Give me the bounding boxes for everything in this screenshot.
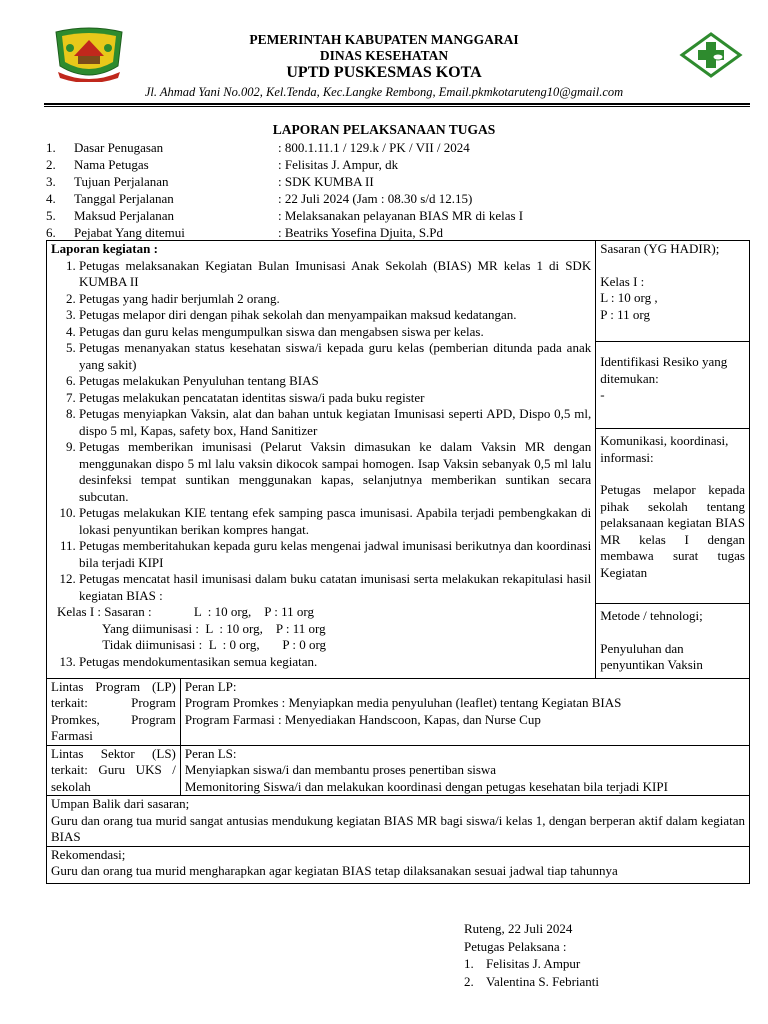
header-rule-thin (44, 106, 750, 107)
place-date: Ruteng, 22 Juli 2024 (464, 921, 573, 936)
signature-block (464, 920, 599, 990)
feedback-title: Umpan Balik dari sasaran; (51, 796, 190, 811)
officer-number: 2. (464, 973, 474, 989)
report-title: LAPORAN PELAKSANAAN TUGAS (272, 122, 496, 137)
info-key: Nama Petugas (74, 157, 149, 172)
info-value: : Beatriks Yosefina Djuita, S.Pd (278, 225, 444, 240)
info-key: Dasar Penugasan (74, 140, 164, 155)
list-item: 7. Petugas melakukan pencatatan identitas siswa/i pada buku register (79, 390, 591, 407)
list-item: 6. Petugas melakukan Penyuluhan tentang BIAS (79, 373, 591, 390)
list-item: 2. Petugas yang hadir berjumlah 2 orang. (79, 291, 591, 308)
officer-number: 1. (464, 956, 474, 971)
info-number: 5. (46, 208, 56, 223)
cross-sector-line: Memonitoring Siswa/i dan melakukan koordinasi dengan petugas kesehatan bila terjadi KIPI (184, 778, 668, 794)
info-key: Tujuan Perjalanan (74, 174, 169, 189)
officer-item (464, 955, 599, 973)
info-row (46, 139, 746, 156)
communication-title: Komunikasi, koordinasi, informasi: (600, 433, 729, 465)
info-value: : 800.1.11.1 / 129.k / PK / VII / 2024 (278, 140, 470, 155)
info-number: 2. (46, 157, 56, 172)
list-item: 13. Petugas mendokumentasikan semua kegiatan. (79, 654, 591, 671)
recommendation-title: Rekomendasi; (51, 846, 126, 862)
feedback-cell (47, 796, 750, 847)
risk-value: - (600, 387, 605, 402)
method-value: Penyuluhan dan penyuntikan Vaksin (600, 640, 703, 672)
cross-sector-line: Menyiapkan siswa/i dan membantu proses penertiban siswa (184, 762, 497, 777)
cross-program-label: Lintas Program (LP) terkait: Program Promkes, Program Farmasi (47, 678, 181, 745)
list-item: 10. Petugas melakukan KIE tentang efek samping pasca imunisasi. Apabila terjadi pembengkakan di lokasi penyuntikan berikan kompres hangat. (79, 505, 591, 538)
info-row (46, 224, 746, 241)
communication-value: Petugas melapor kepada pihak sekolah tentang pelaksanaan kegiatan BIAS MR kelas I dengan membawa surat tugas Kegiatan (600, 482, 745, 580)
header-rule-thick (44, 103, 750, 105)
info-number: 3. (46, 174, 56, 189)
list-item: 1. Petugas melaksanakan Kegiatan Bulan Imunisasi Anak Sekolah (BIAS) MR kelas 1 di SDK KUMBA II (79, 258, 591, 291)
info-value: : 22 Juli 2024 (Jam : 08.30 s/d 12.15) (278, 191, 473, 206)
info-value: : Melaksanakan pelayanan BIAS MR di kelas I (278, 208, 524, 223)
info-row (46, 173, 746, 190)
communication-section (596, 429, 749, 604)
officer-name: Valentina S. Febrianti (486, 973, 600, 989)
activity-list-continued (51, 654, 591, 671)
class-label: Kelas I : (600, 273, 645, 289)
cross-program-line: Program Promkes : Menyiapkan media penyuluhan (leaflet) tentang Kegiatan BIAS (184, 695, 622, 710)
activity-report-heading: Laporan kegiatan : (51, 241, 158, 256)
cross-sector-label: Lintas Sektor (LS) terkait: Guru UKS / sekolah (47, 745, 181, 796)
header-institution: UPTD PUSKESMAS KOTA (286, 64, 482, 81)
method-title: Metode / tehnologi; (600, 608, 703, 623)
info-number: 1. (46, 140, 56, 155)
officer-item (464, 973, 599, 991)
recommendation-cell (47, 846, 750, 883)
list-item: 12. Petugas mencatat hasil imunisasi dalam buku catatan imunisasi serta melakukan rekapitulasi hasil kegiatan BIAS : (79, 571, 591, 604)
info-number: 4. (46, 191, 56, 206)
activity-list (51, 258, 591, 605)
list-item: 5. Petugas menanyakan status kesehatan siswa/i kepada guru kelas (pemberian ditunda pada anak yang sakit) (79, 340, 591, 373)
assignment-info (46, 139, 746, 241)
cross-sector-title: Peran LS: (184, 745, 237, 761)
method-section (596, 604, 749, 678)
activity-report-cell (47, 241, 596, 679)
officer-name: Felisitas J. Ampur (486, 956, 581, 971)
info-number: 6. (46, 225, 56, 240)
info-key: Tanggal Perjalanan (74, 191, 174, 206)
male-count: L : 10 org , (600, 290, 658, 305)
cross-program-line: Program Farmasi : Menyediakan Handscoon, Kapas, dan Nurse Cup (184, 711, 541, 727)
info-row (46, 190, 746, 207)
cross-sector-role (180, 745, 749, 796)
immunized-summary-row: Yang diimunisasi : L : 10 org, P : 11 org (57, 620, 326, 636)
target-summary-row: Kelas I : Sasaran : L : 10 org, P : 11 org (57, 604, 314, 619)
info-key: Pejabat Yang ditemui (74, 225, 185, 240)
recommendation-text: Guru dan orang tua murid mengharapkan agar kegiatan BIAS tetap dilaksanakan sesuai jadwal tiap tahunnya (51, 863, 618, 878)
header-department: DINAS KESEHATAN (319, 48, 449, 63)
header-government: PEMERINTAH KABUPATEN MANGGARAI (249, 32, 519, 47)
risk-section (596, 342, 749, 429)
officers-label: Petugas Pelaksana : (464, 938, 567, 954)
cross-program-role (180, 678, 749, 745)
info-value: : Felisitas J. Ampur, dk (278, 157, 399, 172)
list-item: 4. Petugas dan guru kelas mengumpulkan siswa dan mengabsen siswa per kelas. (79, 324, 591, 341)
target-title: Sasaran (YG HADIR); (600, 241, 720, 256)
not-immunized-summary-row: Tidak diimunisasi : L : 0 org, P : 0 org (57, 637, 327, 652)
list-item: 11. Petugas memberitahukan kepada guru kelas mengenai jadwal imunisasi berikutnya dan koordinasi bila terjadi KIPI (79, 538, 591, 571)
header-address: Jl. Ahmad Yani No.002, Kel.Tenda, Kec.Langke Rembong, Email.pkmkotaruteng10@gmail.com (144, 85, 624, 99)
list-item: 9. Petugas memberikan imunisasi (Pelarut Vaksin dimasukan ke dalam Vaksin MR dengan menggunakan dispo 5 ml lalu vaksin dikocok sampai homogen. Isap Vaksin sebanyak 0,5 ml lalu desinfeksi tempat suntikan menggunakan kapas, selanjutnya memberikan suntikan secara subcutan. (79, 439, 591, 505)
info-row (46, 156, 746, 173)
risk-title: Identifikasi Resiko yang ditemukan: (600, 354, 728, 386)
female-count: P : 11 org (600, 306, 650, 322)
list-item: 8. Petugas menyiapkan Vaksin, alat dan bahan untuk kegiatan Imunisasi seperti APD, Dispo 0,5 ml, dispo 5 ml, Kapas, safety box, Hand Sanitizer (79, 406, 591, 439)
cross-program-title: Peran LP: (184, 678, 237, 694)
info-row (46, 207, 746, 224)
info-key: Maksud Perjalanan (74, 208, 175, 223)
target-section (596, 241, 749, 342)
feedback-text: Guru dan orang tua murid sangat antusias mendukung kegiatan BIAS MR bagi siswa/i kelas 1, dengan berperan aktif dalam kegiatan BIAS (51, 812, 745, 844)
report-table (46, 240, 750, 884)
list-item: 3. Petugas melapor diri dengan pihak sekolah dan menyampaikan maksud kedatangan. (79, 307, 591, 324)
info-value: : SDK KUMBA II (278, 174, 374, 189)
side-panel (596, 241, 750, 679)
